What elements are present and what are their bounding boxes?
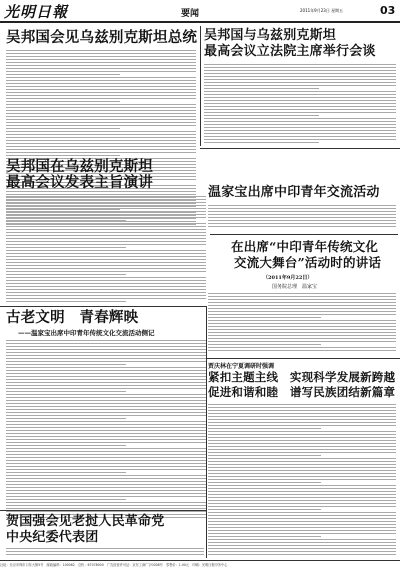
text-line	[6, 409, 206, 410]
text-line	[6, 349, 206, 350]
text-line	[6, 202, 206, 203]
text-line	[6, 277, 206, 278]
text-line	[6, 548, 204, 549]
text-line	[6, 475, 206, 476]
article-7-headline-line2: 促进和谐和睦 谱写民族团结新篇章	[208, 385, 396, 399]
text-line	[204, 64, 396, 65]
text-line	[6, 490, 206, 491]
text-line	[6, 122, 196, 123]
footer-info: 社址：北京市珠市口东大街5号 邮政编码：100062 总机：67078000 广告经营许可证：京东工商广字0008号 零售价：1.00元 印刷：光明日报印务中心	[0, 563, 228, 567]
text-line	[204, 76, 396, 77]
section-title: 要闻	[181, 9, 200, 19]
text-line	[204, 133, 396, 134]
text-line	[6, 382, 206, 383]
text-line	[204, 130, 396, 131]
masthead	[0, 0, 400, 22]
text-line	[6, 466, 206, 467]
text-line	[6, 98, 196, 99]
text-line	[204, 142, 319, 143]
text-line	[208, 461, 396, 462]
text-line	[6, 77, 196, 78]
text-line	[208, 350, 396, 351]
text-line	[208, 217, 396, 218]
text-line	[6, 107, 196, 108]
text-line	[6, 241, 206, 242]
text-line	[208, 226, 396, 227]
text-line	[6, 256, 206, 257]
text-line	[6, 262, 206, 263]
text-line	[6, 433, 206, 434]
issue-date: 2011年9月23日 星期五	[300, 8, 344, 13]
text-line	[6, 104, 196, 105]
text-line	[6, 152, 196, 153]
text-line	[6, 238, 206, 239]
text-line	[208, 542, 396, 543]
text-line	[6, 301, 126, 302]
text-line	[6, 208, 206, 209]
text-line	[6, 295, 206, 296]
text-line	[6, 427, 206, 428]
text-line	[204, 109, 396, 110]
text-line	[6, 283, 206, 284]
text-line	[208, 338, 396, 339]
text-line	[204, 139, 396, 140]
text-line	[6, 50, 196, 51]
text-line	[208, 410, 396, 411]
text-line	[6, 355, 206, 356]
text-line	[6, 340, 206, 341]
text-line	[204, 73, 396, 74]
text-line	[208, 497, 396, 498]
text-line	[208, 515, 396, 516]
article-8-headline-line2: 中央纪委代表团	[6, 530, 99, 545]
text-line	[6, 68, 196, 69]
text-line	[208, 299, 396, 300]
text-line	[6, 199, 206, 200]
article-3-headline-line1: 吴邦国在乌兹别克斯坦	[6, 158, 153, 175]
text-line	[6, 250, 206, 251]
text-line	[6, 80, 196, 81]
speech-author: 国务院总理 温家宝	[272, 284, 318, 290]
text-line	[204, 91, 396, 92]
text-line	[208, 530, 396, 531]
text-line	[204, 127, 396, 128]
text-line	[6, 244, 206, 245]
text-line	[208, 482, 321, 483]
text-line	[204, 97, 396, 98]
text-line	[204, 115, 319, 116]
text-line	[6, 223, 206, 224]
text-line	[204, 88, 319, 89]
text-line	[208, 533, 396, 534]
text-line	[6, 391, 126, 392]
text-line	[208, 416, 396, 417]
text-line	[6, 128, 120, 129]
speech-date: （2011年9月22日）	[263, 275, 313, 281]
text-line	[6, 469, 206, 470]
text-line	[208, 422, 396, 423]
text-line	[6, 194, 196, 195]
text-line	[6, 436, 206, 437]
text-line	[208, 308, 396, 309]
text-line	[208, 479, 396, 480]
article-4-body	[208, 205, 396, 231]
text-line	[208, 491, 396, 492]
text-line	[204, 94, 396, 95]
masthead-rule	[0, 21, 400, 23]
text-line	[204, 82, 396, 83]
text-line	[6, 292, 206, 293]
text-line	[6, 511, 206, 512]
text-line	[208, 554, 396, 555]
article-8-headline-line1: 贺国强会见老挝人民革命党	[6, 514, 165, 529]
text-line	[208, 521, 396, 522]
section-rule-3	[206, 358, 400, 359]
text-line	[6, 116, 196, 117]
text-line	[208, 329, 396, 330]
text-line	[6, 496, 206, 497]
text-line	[6, 259, 206, 260]
column-divider	[200, 26, 201, 146]
text-line	[6, 551, 204, 552]
text-line	[208, 464, 396, 465]
text-line	[208, 488, 396, 489]
text-line	[208, 509, 321, 510]
text-line	[208, 470, 396, 471]
text-line	[208, 326, 396, 327]
text-line	[6, 385, 206, 386]
article-4-headline: 温家宝出席中印青年交流活动	[208, 185, 380, 200]
text-line	[6, 484, 206, 485]
text-line	[6, 101, 120, 102]
text-line	[208, 503, 396, 504]
article-7-kicker: 贾庆林在宁夏调研时强调	[208, 363, 275, 370]
text-line	[208, 455, 321, 456]
speech-body	[208, 293, 396, 355]
text-line	[208, 347, 396, 348]
text-line	[208, 473, 396, 474]
text-line	[208, 443, 396, 444]
text-line	[6, 361, 206, 362]
text-line	[208, 341, 396, 342]
text-line	[208, 545, 396, 546]
text-line	[208, 527, 396, 528]
text-line	[204, 136, 396, 137]
text-line	[6, 400, 206, 401]
text-line	[6, 481, 206, 482]
text-line	[208, 449, 396, 450]
text-line	[208, 320, 396, 321]
text-line	[208, 467, 396, 468]
text-line	[208, 211, 396, 212]
text-line	[6, 89, 196, 90]
text-line	[6, 463, 206, 464]
text-line	[208, 323, 396, 324]
text-line	[6, 298, 206, 299]
text-line	[6, 62, 196, 63]
text-line	[204, 124, 396, 125]
text-line	[6, 394, 206, 395]
text-line	[6, 253, 206, 254]
text-line	[6, 83, 196, 84]
text-line	[6, 421, 206, 422]
text-line	[6, 119, 196, 120]
text-line	[208, 548, 396, 549]
article-7-headline-line1: 紧扣主题主线 实现科学发展新跨越	[208, 370, 396, 384]
text-line	[208, 220, 396, 221]
text-line	[208, 311, 396, 312]
text-line	[6, 445, 126, 446]
article-1-headline: 吴邦国会见乌兹别克斯坦总统	[6, 29, 198, 46]
text-line	[6, 505, 206, 506]
text-line	[6, 376, 206, 377]
text-line	[6, 460, 206, 461]
text-line	[6, 415, 206, 416]
text-line	[208, 551, 396, 552]
article-3-headline-line2: 最高会议发表主旨演讲	[6, 174, 153, 191]
text-line	[6, 59, 196, 60]
text-line	[208, 223, 396, 224]
text-line	[208, 296, 396, 297]
text-line	[6, 364, 126, 365]
text-line	[6, 379, 206, 380]
text-line	[208, 440, 396, 441]
text-line	[208, 434, 396, 435]
text-line	[6, 217, 206, 218]
speech-headline-line1: 在出席“中印青年传统文化	[231, 239, 379, 254]
text-line	[208, 317, 321, 318]
text-line	[6, 143, 196, 144]
text-line	[208, 458, 396, 459]
text-line	[6, 268, 206, 269]
text-line	[208, 344, 321, 345]
text-line	[208, 214, 396, 215]
text-line	[204, 103, 396, 104]
text-line	[208, 404, 396, 405]
text-line	[208, 407, 396, 408]
text-line	[6, 149, 196, 150]
article-7-body	[208, 404, 396, 558]
text-line	[6, 86, 196, 87]
text-line	[208, 476, 396, 477]
text-line	[6, 442, 206, 443]
text-line	[6, 155, 120, 156]
section-rule	[200, 148, 400, 149]
text-line	[6, 137, 196, 138]
text-line	[208, 539, 396, 540]
text-line	[6, 451, 206, 452]
text-line	[6, 196, 206, 197]
text-line	[204, 70, 396, 71]
text-line	[6, 367, 206, 368]
text-line	[6, 92, 196, 93]
article-2-headline-line2: 最高会议立法院主席举行会谈	[204, 44, 376, 59]
text-line	[6, 205, 206, 206]
article-6-body	[6, 340, 206, 520]
text-line	[208, 452, 396, 453]
text-line	[208, 332, 396, 333]
text-line	[6, 280, 206, 281]
article-6-headline: 古老文明 青春辉映	[6, 309, 139, 326]
text-line	[6, 457, 206, 458]
text-line	[208, 485, 396, 486]
text-line	[6, 71, 196, 72]
text-line	[6, 214, 206, 215]
text-line	[6, 265, 206, 266]
text-line	[6, 110, 196, 111]
text-line	[6, 346, 206, 347]
text-line	[6, 397, 206, 398]
text-line	[204, 106, 396, 107]
text-line	[6, 271, 206, 272]
text-line	[6, 388, 206, 389]
text-line	[204, 85, 396, 86]
text-line	[6, 220, 126, 221]
text-line	[204, 79, 396, 80]
text-line	[6, 448, 206, 449]
text-line	[6, 508, 206, 509]
text-line	[6, 211, 206, 212]
text-line	[6, 472, 126, 473]
text-line	[208, 524, 396, 525]
column-divider-2	[206, 306, 207, 558]
text-line	[204, 121, 396, 122]
text-line	[208, 314, 396, 315]
text-line	[6, 478, 206, 479]
text-line	[6, 131, 196, 132]
text-line	[208, 431, 396, 432]
text-line	[6, 146, 196, 147]
text-line	[208, 293, 396, 294]
text-line	[6, 403, 206, 404]
text-line	[6, 454, 206, 455]
text-line	[6, 286, 206, 287]
section-rule-2	[0, 306, 206, 307]
text-line	[208, 536, 321, 537]
article-2-headline-line1: 吴邦国与乌兹别克斯坦	[204, 28, 337, 43]
text-line	[6, 352, 206, 353]
text-line	[204, 118, 396, 119]
footer-rule	[0, 560, 400, 561]
article-3-body	[6, 196, 206, 304]
text-line	[6, 232, 206, 233]
text-line	[208, 205, 396, 206]
text-line	[6, 502, 206, 503]
text-line	[6, 289, 206, 290]
text-line	[6, 134, 196, 135]
text-line	[6, 554, 204, 555]
text-line	[6, 113, 196, 114]
text-line	[6, 418, 126, 419]
article-8-body	[6, 548, 204, 558]
text-line	[6, 95, 196, 96]
text-line	[208, 419, 396, 420]
text-line	[208, 500, 396, 501]
text-line	[208, 512, 396, 513]
text-line	[204, 67, 396, 68]
text-line	[208, 428, 321, 429]
text-line	[204, 112, 396, 113]
text-line	[6, 487, 206, 488]
speech-headline-line2: 交流大舞台”活动时的讲话	[234, 255, 382, 270]
text-line	[6, 247, 126, 248]
newspaper-logo: 光明日報	[4, 3, 69, 21]
text-line	[6, 370, 206, 371]
text-line	[208, 413, 396, 414]
text-line	[6, 74, 120, 75]
text-line	[208, 494, 396, 495]
text-line	[6, 125, 196, 126]
text-line	[208, 305, 396, 306]
text-line	[6, 412, 206, 413]
text-line	[6, 343, 206, 344]
text-line	[6, 229, 206, 230]
text-line	[6, 406, 206, 407]
text-line	[6, 235, 206, 236]
text-line	[6, 373, 206, 374]
text-line	[208, 437, 396, 438]
page-number: 03	[380, 4, 396, 17]
text-line	[208, 302, 396, 303]
text-line	[6, 140, 196, 141]
text-line	[6, 56, 196, 57]
text-line	[208, 506, 396, 507]
text-line	[208, 335, 396, 336]
text-line	[6, 226, 206, 227]
text-line	[208, 208, 396, 209]
text-line	[6, 358, 206, 359]
text-line	[208, 425, 396, 426]
article-2-body	[204, 64, 396, 146]
text-line	[6, 53, 196, 54]
text-line	[6, 424, 206, 425]
text-line	[6, 499, 126, 500]
text-line	[204, 100, 396, 101]
text-line	[6, 439, 206, 440]
article-6-subtitle: ——温家宝出席中印青年传统文化交流活动侧记	[18, 329, 155, 337]
section-rule-4	[0, 510, 206, 511]
text-line	[6, 430, 206, 431]
text-line	[208, 446, 396, 447]
text-line	[6, 493, 206, 494]
text-line	[6, 274, 126, 275]
text-line	[208, 518, 396, 519]
text-line	[6, 65, 196, 66]
